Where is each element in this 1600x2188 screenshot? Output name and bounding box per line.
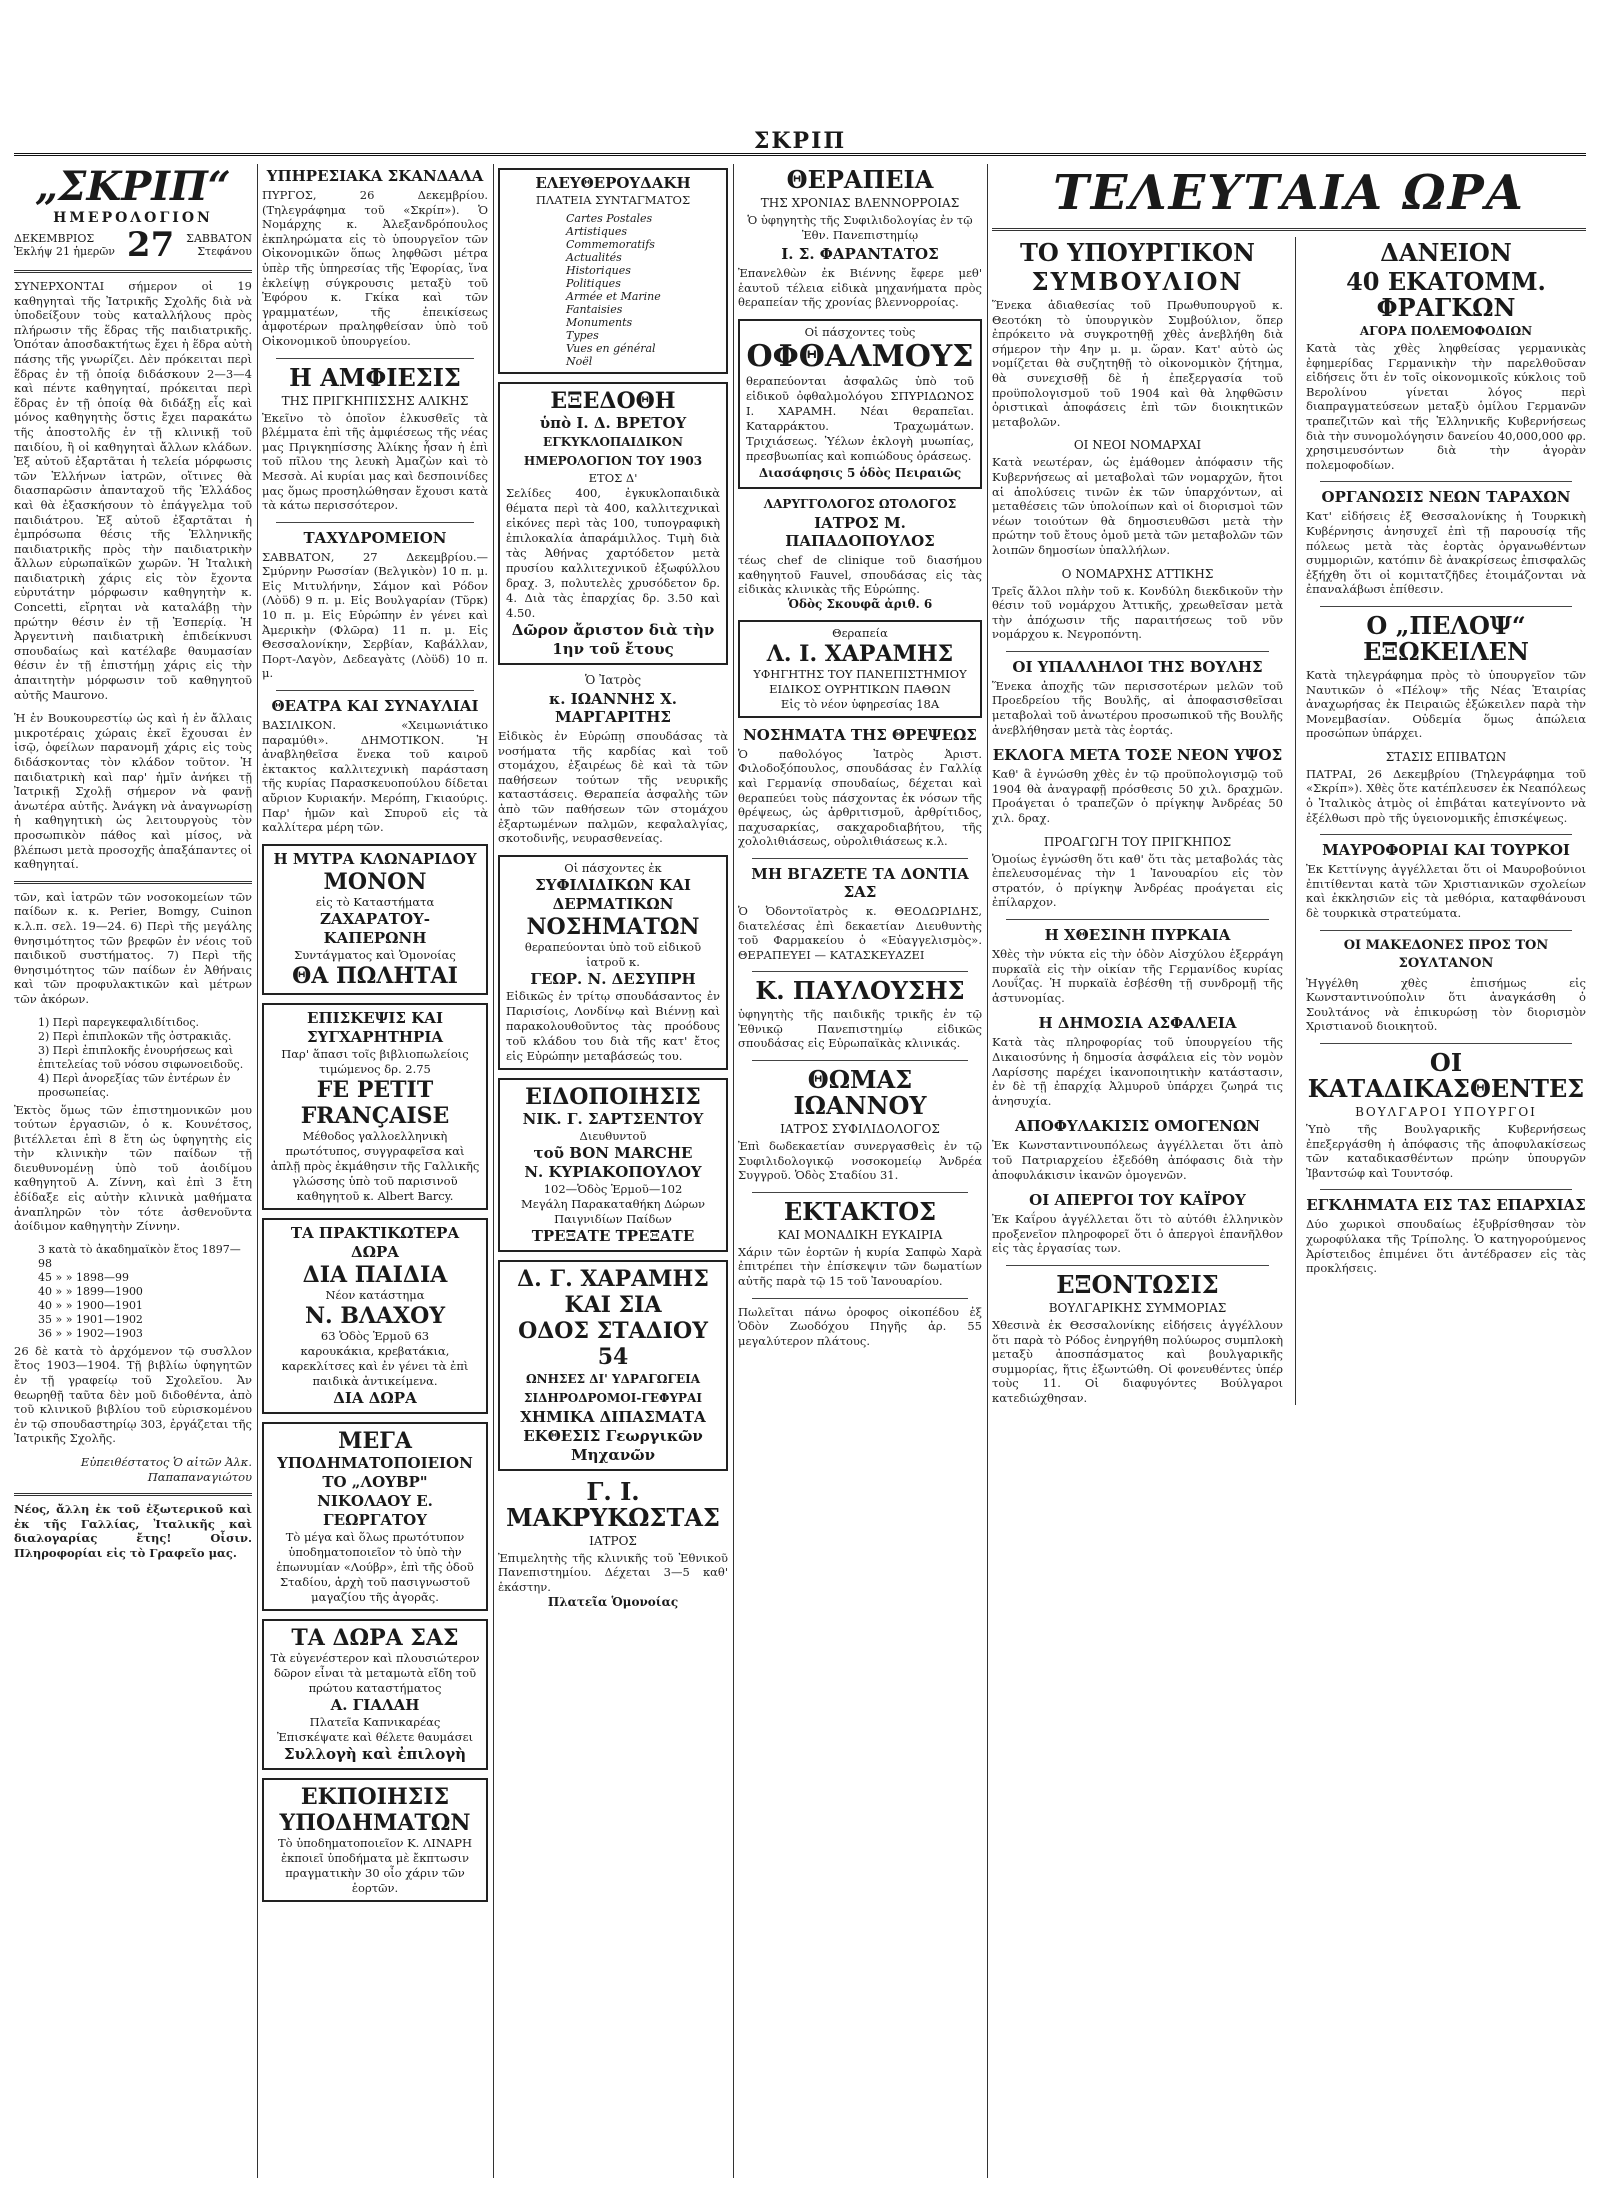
weekday: ΣΑΒΒΑΤΟΝ (186, 232, 252, 245)
article-text: ὑφηγητὴς τῆς παιδικῆς τρικῆς ἐν τῷ Ἐθνικῷ Πανεπιστημίῳ εἰδικῶς σπουδάσας εἰς Εὐρωπαϊκὰς κλινικάς. (738, 1007, 982, 1051)
article-headline: ΟΙ ΚΑΤΑΔΙΚΑΣΘΕΝΤΕΣ (1307, 1048, 1585, 1103)
ad-address: Πλατεῖα Ὁμονοίας (547, 1594, 679, 1609)
article-text: Ὁ Ὀδοντοϊατρὸς κ. ΘΕΟΔΩΡΙΔΗΣ, διατελέσας ἐπὶ δεκαετίαν Διευθυντὴς τοῦ Φαρμακείου ὁ «Εὐαγγελισμὸς». ΘΕΡΑΠΕΥΕΙ — ΚΑΤΑΣΚΕΥΑΖΕΙ (738, 903, 982, 962)
article-text: Κατ' εἰδήσεις ἐξ Θεσσαλονίκης ἡ Τουρκικὴ Κυβέρνησις ἀνησυχεῖ ἐπὶ τῇ παρουσίᾳ τῆς πόλεως μετὰ τὰς ἑορτὰς ὀργανωθέντων συμμοριῶν, κατόπιν δὲ ἀνακρίσεως ἐπισφαλῶς ἐξήχθη ὅτι οἱ κομιτατζῆδες ἑτοιμάζονται νὰ ἐπαναλάβωσι ἐπίθεσιν. (1306, 509, 1586, 597)
article-subheadline: ΒΟΥΛΓΑΡΟΙ ΥΠΟΥΡΓΟΙ (1355, 1105, 1537, 1119)
column-1 (14, 164, 252, 2178)
news-column-right (1295, 237, 1586, 1405)
ad-highlight: ΜΟΝΟΝ (323, 868, 427, 895)
divider (1006, 651, 1269, 652)
list-item: Commemoratifs (566, 238, 655, 251)
article-text: Κατὰ τὰς χθὲς ληφθείσας γερμανικὰς ἐφημερίδας Γερμανικὴν τὴν παρελθοῦσαν εἰδήσεις ὅτι ἐν τοῖς οἰκονομικοῖς κύκλοις τοῦ Βερολίνου γίνεται λόγος περὶ διαπραγματεύσεων μεταξὺ ὁμίλου Γερμανῶν τραπεζιτῶν καὶ τῆς Ἑλληνικῆς Κυβερνήσεως διὰ τὴν συνομολόγησιν δανείου 40,000,000 φρ. χρησιμευσόντων διὰ τὴν ἀγορὰν πολεμοφοδίων. (1306, 341, 1586, 472)
article-text: Ἐκ Κωνσταντινουπόλεως ἀγγέλλεται ὅτι ἀπὸ τοῦ Πατριαρχείου ἐξεδόθη ἀπόφασις διὰ τὴν ἀποφυλάκισιν ἱκανῶν ὁμογενῶν. (992, 1138, 1283, 1182)
article-headline: ΥΠΗΡΕΣΙΑΚΑ ΣΚΑΝΔΑΛΑ (266, 167, 484, 185)
article-headline: ΟΡΓΑΝΩΣΙΣ ΝΕΩΝ ΤΑΡΑΧΩΝ (1321, 488, 1571, 507)
classified-ad: Νέος, ἄλλη ἐκ τοῦ ἐξωτερικοῦ καὶ ἐκ τῆς Γαλλίας, Ἰταλικῆς καὶ διαλογαρίας ἔτης! Οἶσιν. Πληροφορίαι εἰς τὸ Γραφεῖο μας. (14, 1502, 252, 1560)
ad-title: Δ. Γ. ΧΑΡΑΜΗΣ ΚΑΙ ΣΙΑ (517, 1265, 709, 1318)
ad-name: Γ. Ι. ΜΑΚΡΥΚΩΣΤΑΣ (506, 1476, 720, 1532)
divider (1320, 481, 1572, 482)
divider (1320, 606, 1572, 607)
ad-name: κ. ΙΩΑΝΝΗΣ Χ. ΜΑΡΓΑΡΙΤΗΣ (549, 690, 677, 726)
numbered-list (38, 1016, 252, 1100)
ad-title: ΙΑΤΡΟΣ (589, 1533, 637, 1548)
column-divider (257, 164, 258, 2178)
column-5 (992, 164, 1586, 2178)
divider (1006, 1265, 1269, 1266)
advertisement (498, 855, 728, 1070)
article-headline: ΣΥΜΒΟΥΛΙΟΝ (1031, 267, 1244, 296)
ad-title: ΛΑΡΥΓΓΟΛΟΓΟΣ ΩΤΟΛΟΓΟΣ (763, 496, 957, 511)
article-text: Ἐκτὸς ὅμως τῶν ἐπιστημονικῶν μου τούτων ἐργασιῶν, ὁ κ. Κουνέτσος, βιτέλλεται ἐπὶ 8 ἔτη ὡς ὑφηγητὴς εἰς τὴν κλινικὴν τῶν παίδων τῇ διευθυνομένῃ ὑπὸ τοῦ ἀοιδίμου καθηγητοῦ Α. Ζίννη, καὶ ἐπὶ 3 ἔτη ἐδίδαξε εἰς αὐτὴν κλινικὰ μαθήματα ἀναπληρῶν τὸν τότε ἀσθενοῦντα ἀοίδιμον καθηγητὴν Ζίννην. (14, 1102, 252, 1234)
article-text: Ὁ παθολόγος Ἰατρὸς Ἀριστ. Φιλοδοξόπουλος, σπουδάσας ἐν Γαλλίᾳ καὶ Γερμανίᾳ σπουδαίως, δέχεται καὶ θεραπεύει τοὺς πάσχοντας ἐκ νόσων τῆς θρέψεως, ὡς ἀρθριτισμοῦ, ἀρθρίτιδος, παχυσαρκίας, σακχαροδιαβήτου, τῆς χολολιθιάσεως, οὐρολιθιάσεως κ.λ. (738, 746, 982, 849)
ad-name: ΖΑΧΑΡΑΤΟΥ-ΚΑΠΕΡΩΝΗ (320, 909, 430, 947)
ad-name: Ν. ΒΛΑΧΟΥ (304, 1302, 446, 1329)
list-item: 1) Περὶ παρεγκεφαλιδίτιδος. (38, 1015, 199, 1029)
ad-text: Νέον κατάστημα (325, 1287, 425, 1302)
advertisement (498, 1078, 728, 1252)
ad-highlight: ΝΟΣΗΜΑΤΩΝ (526, 913, 700, 940)
ad-text: Εἰδικῶς ἐν τρίτῳ σπουδάσαντος ἐν Παρισίοις, Λονδίνῳ καὶ Βιέννῃ καὶ παρακολουθοῦντος τὰς προόδους τοῦ κλάδου του διὰ τῆς κατ' ἔτος εἰς Εὐρώπην μεταβάσεώς του. (506, 988, 720, 1063)
list-item: Cartes Postales (566, 212, 653, 225)
article-subheadline: ΑΓΟΡΑ ΠΟΛΕΜΟΦΟΔΙΩΝ (1359, 324, 1533, 338)
ad-title: ΕΞΕΔΟΘΗ (550, 388, 676, 414)
list-item: Vues en général (566, 342, 656, 355)
column-divider (987, 164, 988, 2178)
ad-address: ΟΔΟΣ ΣΤΑΔΙΟΥ 54 (518, 1317, 708, 1370)
ad-title: ΕΛΕΥΘΕΡΟΥΔΑΚΗ (535, 174, 691, 192)
article-headline: 40 ΕΚΑΤΟΜΜ. ΦΡΑΓΚΩΝ (1346, 267, 1546, 322)
ad-name: ΙΑΤΡΟΣ Μ. ΠΑΠΑΔΟΠΟΥΛΟΣ (785, 513, 935, 550)
article-subheadline: ΙΑΤΡΟΣ ΣΥΦΙΛΙΔΟΛΟΓΟΣ (780, 1122, 940, 1137)
list-item: 3) Περὶ ἐπιπλοκῆς ἐνουρήσεως καὶ ἐπιτελείας τοῦ νόσου σιφωνοειδοῦς. (38, 1043, 244, 1071)
divider (1320, 834, 1572, 835)
logo-title: „ΣΚΡΙΠ“ (35, 164, 231, 210)
ad-title: ΤΑ ΠΡΑΚΤΙΚΩΤΕΡΑ ΔΩΡΑ (290, 1223, 460, 1261)
enrollment-table (38, 1243, 252, 1341)
ad-text: Σελίδες 400, ἐγκυκλοπαιδικὰ θέματα περὶ τὰ 400, καλλιτεχνικαὶ εἰκόνες περὶ τὰς 100, τυπογραφικὴ ἐπιλοκαλία ἀπαράμιλλος. Τιμὴ διὰ τὰς Ἀθήνας χαρτόδετον μετὰ πρυσίου καλλιτεχνικοῦ ἐξωφύλλου δραχ. 3, πολυτελὲς χρυσόδετον δρ. 4. Διὰ τὰς ἐπαρχίας δρ. 3.50 καὶ 4.50. (506, 486, 720, 620)
divider (276, 522, 474, 523)
table-row: 36 » » 1902—1903 (38, 1326, 143, 1340)
ad-title: Οἱ πάσχοντες ἐκ (564, 860, 662, 875)
column-2 (262, 164, 488, 2178)
article-subheadline: ΒΟΥΛΓΑΡΙΚΗΣ ΣΥΜΜΟΡΙΑΣ (1048, 1300, 1227, 1315)
ad-highlight: τοῦ BON MARCHE (533, 1143, 693, 1162)
ad-address: Εἰς τὸ νέον ὑφηρεσίας 18Α (780, 696, 940, 711)
article-headline: ΕΚΤΑΚΤΟΣ (783, 1196, 937, 1226)
day-number: 27 (126, 225, 175, 265)
article-subheadline: ΟΙ ΝΕΟΙ ΝΟΜΑΡΧΑΙ (1073, 438, 1202, 453)
ad-address: Διασάφησις 5 ὁδὸς Πειραιῶς (758, 465, 962, 480)
list-item: 4) Περὶ ἀνορεξίας τῶν ἐντέρων ἐν προσωπείας. (38, 1071, 231, 1099)
ad-highlight: ΕΓΚΥΚΛΟΠΑΙΔΙΚΟΝ ΗΜΕΡΟΛΟΓΙΟΝ ΤΟΥ 1903 (523, 435, 703, 468)
calendar-title: ΗΜΕΡΟΛΟΓΙΟΝ (53, 210, 213, 226)
advertisement (498, 1260, 728, 1471)
ad-highlight: Συλλογὴ καὶ ἐπιλογὴ (283, 1744, 467, 1763)
article-headline: ΕΚΛΟΓΑ ΜΕΤΑ ΤΟΣΕ ΝΕΟΝ ΥΨΟΣ (992, 746, 1283, 765)
article-subheadline: ΤΗΣ ΠΡΙΓΚΗΠΙΣΣΗΣ ΑΛΙΚΗΣ (281, 393, 469, 408)
ad-text: Μέθοδος γαλλοελληνικὴ πρωτότυπος, συγγραφεῖσα καὶ ἀπλῇ πρὸς ἐκμάθησιν τῆς Γαλλικῆς γλώσσης ὑπὸ τοῦ παρισινοῦ καθηγητοῦ κ. Albert Barcy. (270, 1128, 480, 1203)
article-text: Τρεῖς ἄλλοι πλὴν τοῦ κ. Κονδύλη διεκδικοῦν τὴν θέσιν τοῦ νομάρχου Ἀττικῆς, χρεωθεῖσαν μετὰ τὴν ἀπόχωσιν τῆς παραιτήσεως τοῦ νῦν νομάρχου κ. Νεγροπόντη. (992, 583, 1283, 642)
ad-text: τέως chef de clinique τοῦ διασήμου καθηγητοῦ Fauvel, σπουδάσας εἰς τὰς εἰδικὰς κλινικὰς τῆς Εὐρώπης. (738, 552, 982, 597)
ad-name: FE PETIT FRANÇAISE (300, 1076, 450, 1129)
divider (992, 228, 1586, 231)
ad-highlight: ΔΙΑ ΔΩΡΑ (333, 1388, 417, 1407)
postcard-categories (506, 212, 720, 368)
article-text: Καθ' ἃ ἐγνώσθη χθὲς ἐν τῷ προϋπολογισμῷ τοῦ 1904 θὰ ἀναγραφῇ πρόσθεσις 50 χιλ. δραχμῶν. Προάγεται ὁ τραπεζῶν ὁ πρίγκηψ Ἀνδρέας 50 χιλ. δραχ. (992, 767, 1283, 826)
article-headline: ΘΕΡΑΠΕΙΑ (786, 165, 934, 194)
article-text: Ὁμοίως ἐγνώσθη ὅτι καθ' ὅτι τὰς μεταβολάς τὰς ἐπελευσομένας τὴν 1 Ἰανουαρίου εἰς τὸν στρατόν, ὁ πρίγκηψ Ἀνδρέας προάγεται εἰς ἐπίλαρχον. (992, 851, 1283, 910)
advertisement (738, 319, 982, 489)
ad-highlight: ΕΚΘΕΣΙΣ Γεωργικῶν Μηχανῶν (523, 1426, 703, 1464)
doctor-name: ΘΩΜΑΣ ΙΩΑΝΝΟΥ (793, 1065, 927, 1121)
ad-title: ΕΚΠΟΙΗΣΙΣ (300, 1783, 450, 1810)
article-headline: ΜΑΥΡΟΦΟΡΙΑΙ ΚΑΙ ΤΟΥΡΚΟΙ (1322, 841, 1570, 860)
masthead (14, 128, 1586, 152)
article-text: Κατὰ νεωτέραν, ὡς ἐμάθομεν ἀπόφασιν τῆς Κυβερνήσεως αἱ μεταβολαὶ τῶν νομαρχῶν, ἤτοι αἱ ἀπολύσεις τινῶν ἐκ τῶν ὑπαρχόντων, αἱ μεταθέσεις τῶν ὑπολοίπων καὶ οἱ διορισμοὶ τῶν νέων τοιούτων θὰ δημοσιευθῶσι μετὰ τὴν πρώτην τοῦ ἔτους ὁμοῦ μετὰ τῶν μεταβολῶν τῶν λοιπῶν δημοσίων ὑπαλλήλων. (992, 455, 1283, 557)
advertisement (262, 1778, 488, 1902)
article-headline: Η ΔΗΜΟΣΙΑ ΑΣΦΑΛΕΙΑ (1038, 1014, 1237, 1033)
divider (14, 881, 252, 884)
table-row: 40 » » 1900—1901 (38, 1298, 143, 1312)
divider (276, 690, 474, 691)
ad-highlight: ΣΥΦΙΛΙΔΙΚΩΝ ΚΑΙ ΔΕΡΜΑΤΙΚΩΝ (535, 875, 691, 913)
ad-title: Η ΜΥΤΡΑ ΚΛΩΝΑΡΙΔΟΥ (273, 849, 477, 868)
ad-address: ΠΛΑΤΕΙΑ ΣΥΝΤΑΓΜΑΤΟΣ (535, 193, 691, 207)
advertisement (498, 168, 728, 374)
newspaper-page (14, 128, 1586, 2178)
article-headline: ΤΑΧΥΔΡΟΜΕΙΟΝ (303, 528, 447, 547)
article-text: τῶν, καὶ ἰατρῶν τῶν νοσοκομείων τῶν παίδων κ. κ. Perier, Bomgy, Cuinon κ.λ.π. σελ. 19—24. 6) Περὶ τῆς μεγάλης θνησιμότητος τῶν βρεφῶν ἐν νέοις τοῦ παιδικοῦ συστήματος. 7) Περὶ τῆς θνησιμότητος τῶν παίδων ἐν Ἀθήναις καὶ τῶν προφυλακτικῶν καὶ μέτρων τῶν ἀκόρων. (14, 889, 252, 1006)
ad-highlight: ΧΗΜΙΚΑ ΔΙΠΑΣΜΑΤΑ (520, 1407, 706, 1426)
list-item: Armée et Marine (566, 290, 661, 303)
advertisement (262, 1003, 488, 1210)
article-text: ΠΑΤΡΑΙ, 26 Δεκεμβρίου (Τηλεγράφημα τοῦ «Σκρίπ»). Χθὲς ὅτε κατέπλευσεν ἐκ Νεαπόλεως ὁ Ἰταλικὸς ἀτμὸς οἱ ἐπιβάται κατεγίνοντο νὰ ἐξέλθωσι πρὸ τῆς ὑγειονομικῆς ἐπισκέψεως. (1306, 766, 1586, 825)
table-row: 40 » » 1899—1900 (38, 1284, 143, 1298)
ad-highlight: ΟΦΘΑΛΜΟΥΣ (746, 338, 974, 374)
ad-name: ΓΕΩΡ. Ν. ΔΕΣΥΠΡΗ (530, 969, 696, 988)
ad-address: Πλατεῖα Καπνικαρέας (309, 1714, 441, 1729)
ad-name: ὑπὸ Ι. Δ. ΒΡΕΤΟΥ (539, 414, 687, 432)
advertisement (498, 382, 728, 665)
column-divider (733, 164, 734, 2178)
advertisement (738, 497, 982, 611)
article-text: Ἐκ Κεττίνγης ἀγγέλλεται ὅτι οἱ Μαυροβούνιοι ἐπιτίθενται κατὰ τῶν Χριστιανικῶν σχολείων καὶ ἐκκλησιῶν εἰς τὰ μεθόρια, καταφθάνουσι δὲ τουρκικὰ στρατεύματα. (1306, 862, 1586, 921)
article-headline: ΟΙ ΜΑΚΕΔΟΝΕΣ ΠΡΟΣ ΤΟΝ ΣΟΥΛΤΑΝΟΝ (1343, 937, 1549, 971)
ad-text: ΥΦΗΓΗΤΗΣ ΤΟΥ ΠΑΝΕΠΙΣΤΗΜΙΟΥ ΕΙΔΙΚΟΣ ΟΥΡΗΤΙΚΩΝ ΠΑΘΩΝ (753, 666, 967, 696)
article-text: Ἠγγέλθη χθὲς ἐπισήμως εἰς Κωνσταντινούπολιν ὅτι ἀναγκάσθη ὁ Σουλτάνος νὰ ἐπικυρώσῃ τὸν διορισμὸν Χριστιανοῦ διοικητοῦ. (1306, 975, 1586, 1034)
article-text: Κατὰ τὰς πληροφορίας τοῦ ὑπουργείου τῆς Δικαιοσύνης ἡ δημοσία ἀσφάλεια εἰς τὸν νομὸν Λαρίσσης παρέχει ἱκανοποιητικὴν κατάστασιν, ἐν δὲ τῇ ἐπαρχίᾳ Ἀλμυροῦ ὑπάρχει ζωηρά τις ἀνησυχία. (992, 1035, 1283, 1108)
article-subheadline: ΚΑΙ ΜΟΝΑΔΙΚΗ ΕΥΚΑΙΡΙΑ (777, 1227, 943, 1242)
article-text: Ἐπὶ δωδεκαετίαν συνεργασθεὶς ἐν τῷ Συφιλιδολογικῷ νοσοκομείῳ Ἀνδρέα Συγγροῦ. Ὁδὸς Σταδίου 31. (738, 1139, 982, 1183)
newspaper-logo (14, 164, 252, 226)
article-subheadline: ΣΤΑΣΙΣ ΕΠΙΒΑΤΩΝ (1385, 749, 1507, 764)
column-3 (498, 164, 728, 2178)
sunset: Ἐκλήψ 21 ἡμερῶν (14, 245, 115, 258)
article-headline: ΔΑΝΕΙΟΝ (1380, 238, 1512, 267)
article-text: ΠΥΡΓΟΣ, 26 Δεκεμβρίου. (Τηλεγράφημα τοῦ «Σκρίπ»). Ὁ Νομάρχης κ. Ἀλεξανδρόπουλος ἐκπληρώματα εἰς τὸ ὑπουργεῖον τῶν Οἰκονομικῶν ὅπως ληφθῶσι μέτρα ὑπὲρ τῆς ὑπηρεσίας τῆς Ἐφορίας, ἵνα ἐκλείψῃ σύγκρουσις μεταξὺ τοῦ Ἐφόρου κ. Γκίκα καὶ τῶν γραμματέων, τῆς ἐπεικίσεως ἀμφοτέρων πραληφθείσαν ὑπὸ τοῦ Οἰκονομικοῦ ὑπουργείου. (262, 188, 488, 348)
masthead-title: ΣΚΡΙΠ (753, 128, 847, 154)
article-text: Ὁ ὑφηγητὴς τῆς Συφιλιδολογίας ἐν τῷ Ἐθν. Πανεπιστημίῳ (747, 213, 973, 242)
ad-title: Θεραπεία (832, 625, 888, 640)
ad-text: Εἰδικὸς ἐν Εὐρώπῃ σπουδάσας τὰ νοσήματα τῆς καρδίας καὶ τοῦ στομάχου, ἐξαιρέως δὲ καὶ τὰ τῶν παθήσεων τούτων τῆς νευρικῆς καταστάσεις. Θεραπεία ἀσφαλὴς τῶν ἀπὸ τῶν παθήσεων τῶν στομάχου ἐξαρτωμένων παλμῶν, κεφαλαλγίας, σκοτοδινῆς, νευρασθενείας. (498, 729, 728, 846)
ad-text: θεραπεύονται ὑπὸ τοῦ εἰδικοῦ ἰατροῦ κ. (524, 939, 702, 969)
divider (14, 1493, 252, 1496)
news-column-left (992, 237, 1283, 1405)
divider (1320, 1043, 1572, 1044)
divider (14, 270, 252, 273)
ad-text: Μεγάλη Παρακαταθήκη Δώρων Παιγνιδίων Παίδων (521, 1196, 705, 1226)
ad-name: ΝΙΚ. Γ. ΣΑΡΤΣΕΝΤΟΥ (522, 1109, 704, 1128)
ad-text: Ἐπιμελητὴς τῆς κλινικῆς τοῦ Ἐθνικοῦ Πανεπιστημίου. Δέχεται 3—5 καθ' ἑκάστην. (498, 1550, 728, 1594)
advertisement (262, 1422, 488, 1611)
column-divider (493, 164, 494, 2178)
article-text: Ὑπὸ τῆς Βουλγαρικῆς Κυβερνήσεως ἐπεξεργάσθη ἡ ἀπόφασις τῆς ἀποφυλακίσεως τῶν καταδικασθέντων πρώην ὑπουργῶν Ἰβαντσώφ καὶ Τουντσόφ. (1306, 1122, 1586, 1180)
divider (752, 971, 968, 972)
article-headline: Η ΑΜΦΙΕΣΙΣ (289, 362, 461, 392)
article-headline: ΑΠΟΦΥΛΑΚΙΣΙΣ ΟΜΟΓΕΝΩΝ (1014, 1117, 1261, 1136)
ad-highlight: Δῶρον ἄριστον διὰ τὴν 1ην τοῦ ἔτους (511, 621, 715, 658)
ad-address: 102—Ὁδὸς Ἑρμοῦ—102 (543, 1181, 683, 1196)
article-text: Ἡ ἐν Βουκουρεστίῳ ὡς καὶ ἡ ἐν ἄλλαις μικροτέραις χώραις ἐκεῖ ἔχουσαι ἐν ἰσῷ, ὀφείλων παρανομῆ χάρις εἰς τοὺς διδάσκοντας τὸν κλάδον τοῦτον. Ἡ παιδιατρικὴ καὶ παρ' ἡμῖν ἀνήκει τῇ Ἰατρικῇ Σχολῇ σήμερον νὰ φανῇ ἀνωτέρα αὐτῆς. Ἀνάγκη νὰ ἀναγνωρίσῃ ἡ καθηγητικὴ ὡς λειτουργοὺς τὸν προσωπικὸν πάθος καὶ μίσος, νὰ βλέπωσι μετὰ προσοχῆς ἀπαξάπαντες οἱ καθηγηταί. (14, 711, 252, 872)
article-headline: ΤΟ ΥΠΟΥΡΓΙΚΟΝ (1020, 238, 1255, 267)
advertisement (738, 620, 982, 718)
ad-name: Λ. Ι. ΧΑΡΑΜΗΣ (766, 640, 954, 667)
ad-text: Τὰ εὐγενέστερον καὶ πλουσιώτερον δῶρον εἶναι τὰ μεταμωτὰ εἴδη τοῦ πρώτου καταστήματος (270, 1650, 480, 1695)
article-text: Χθεσινὰ ἐκ Θεσσαλονίκης εἰδήσεις ἀγγέλλουν ὅτι παρὰ τὸ Ρόδος ἐνηργήθη πολύωρος συμπλοκὴ μεταξὺ ἀποσπάσματος καὶ βουλγαρικῆς συμμορίας, ἥτις ἐξωντώθη. Οἱ φονευθέντες ὑπέρ τοὺς 11. Οἱ διαφυγόντες Βούλγαροι κατεδιώχθησαν. (992, 1317, 1283, 1405)
ad-highlight: ΤΟ „ΛΟΥΒΡ" (322, 1472, 428, 1491)
divider (1320, 1189, 1572, 1190)
ad-highlight: ΘΑ ΠΩΛΗΤΑΙ (292, 962, 458, 989)
table-row: 35 » » 1901—1902 (38, 1312, 143, 1326)
ad-highlight: ΥΠΟΔΗΜΑΤΟΠΟΙΕΙΟΝ (277, 1453, 473, 1472)
ad-name: ΝΙΚΟΛΑΟΥ Ε. ΓΕΩΡΓΑΤΟΥ (317, 1491, 433, 1529)
ad-address: 63 Ὁδὸς Ἑρμοῦ 63 (320, 1328, 430, 1343)
advertisement (262, 1619, 488, 1770)
ad-name: Ν. ΚΥΡΙΑΚΟΠΟΥΛΟΥ (524, 1162, 702, 1181)
article-headline: Η ΧΘΕΣΙΝΗ ΠΥΡΚΑΙΑ (1044, 926, 1231, 944)
article-text: Χάριν τῶν ἑορτῶν ἡ κυρία Σαπφὼ Χαρὰ ἐπιτρέπει τὴν ἐπίσκεψιν τῶν δωματίων αὐτῆς παρὰ τῷ 15 τοῦ Ἰανουαρίου. (738, 1244, 982, 1289)
dateline (14, 226, 252, 264)
article-subheadline: ΠΡΟΑΓΩΓΗ ΤΟΥ ΠΡΙΓΚΗΠΟΣ (1043, 834, 1232, 849)
article-subheadline: Ο ΝΟΜΑΡΧΗΣ ΑΤΤΙΚΗΣ (1061, 566, 1214, 581)
list-item: Fantaisies (566, 303, 623, 316)
table-row: 45 » » 1898—99 (38, 1270, 129, 1284)
advertisement (262, 844, 488, 995)
list-item: 2) Περὶ ἐπιπλοκῶν τῆς ὀστρακιᾶς. (38, 1029, 232, 1043)
divider (752, 1298, 968, 1299)
month: ΔΕΚΕΜΒΡΙΟΣ (14, 232, 95, 245)
article-text: ΣΑΒΒΑΤΟΝ, 27 Δεκεμβρίου.—Σμύρνην Ρωσσίαν (Βελγικὸν) 10 π. μ. Εἰς Μιτυλήνην, Σάμον καὶ Ρόδον (Λὸϋδ) 9 π. μ. Εἰς Βουλγαρίαν (Τῦρκ) 10 π. μ. Εἰς Εὐρώπην ἐν γένει καὶ Ἀμερικὴν (Φλῶρα) 11 π. μ. Εἰς Θεσσαλονίκην, Σερβίαν, Καβάλλαν, Πορτ-Λαγὸν, Δεδεαγὰτς (Λὸϋδ) 10 π. μ. (262, 549, 488, 681)
ad-text: Συντάγματος καὶ Ὁμονοίας (294, 947, 456, 962)
list-item: Politiques (566, 277, 621, 290)
ad-title: ΕΠΙΣΚΕΨΙΣ ΚΑΙ ΣΥΓΧΑΡΗΤΗΡΙΑ (307, 1008, 443, 1046)
article-text: ΣΥΝΕΡΧΟΝΤΑΙ σήμερον οἱ 19 καθηγηταὶ τῆς Ἰατρικῆς Σχολῆς διὰ νὰ ὑποδείξουν τοὺς καταλλήλους πρὸς πλήρωσιν τῆς ἕδρας τῆς παιδιατρικῆς. Ὁπόταν ἀποσδακτήτως ἔχει ἡ ἕδρα αὐτὴ πάσης τῆς γνωρίζει. Δὲν πρόκειται περὶ ἕδρας ἐν τῇ ὁποίᾳ διδάσκουν 2—3—4 καὶ πέντε καθηγηταί, πρόκειται περὶ ἕδρας ἐν τῇ ὁποίᾳ θὰ διδάξῃ εἷς καὶ μόνος καθηγητὴς ὅστις ἔχει παρακάτω τῆς ἀποστολῆς ἐν τῇ κλινικῇ τοῦ παιδίου, ἢ οἱ καθηγηταὶ ἄλλων κλάδων. Ἐξ αὐτοῦ ἐξαρτᾶται ἡ τελεία μόρφωσις τῶν Ἑλλήνων ἰατρῶν, οἵτινες θὰ διασπαρῶσιν ἀπανταχοῦ τῆς Ἑλλάδος καὶ θὰ ἐξασκήσουν τὸ ἐπάγγελμα τοῦ παιδιάτρου. Ἐξ αὐτοῦ ἐξαρτᾶται ἡ ἐμπρόσωπα θέσις τῆς Ἑλληνικῆς παιδιατρικῆς πρὸς τὴν παιδιατρικὴν ἄλλων εὐρωπαϊκῶν χωρῶν. Ἡ Ἰταλικὴ παιδιατρικὴ χάρις εἰς τὸν ἔχοντα εὐρυτάτην μόρφωσιν καθηγητὴν κ. Concetti, εἴρηται νὰ καταλάβῃ τὴν πρώτην θέσιν ἐν τῇ Ἑσπερίᾳ. Ἡ Ἀργεντινὴ παιδιατρικὴ ἐπιδείκνυσι σπουδαίως καὶ κατέλαβε θαυμασίαν θέσιν ἐν τῇ ἐπιστήμῃ χάρις εἰς τὴν ἀπαιτητὴν μόρφωσιν τοῦ καθηγητοῦ αὐτῆς Mauroνο. (14, 279, 252, 702)
ad-text: θεραπεύονται ἀσφαλῶς ὑπὸ τοῦ εἰδικοῦ ὀφθαλμολόγου ΣΠΥΡΙΔΩΝΟΣ Ι. ΧΑΡΑΜΗ. Νέαι θεραπεῖαι. Καταρράκτου. Τραχωμάτων. Τριχιάσεως. Ὑέλων ἐκλογὴ μυωπίας, πρεσβυωπίας καὶ κοπιώδους ὁράσεως. (746, 373, 974, 463)
article-headline: ΘΕΑΤΡΑ ΚΑΙ ΣΥΝΑΥΛΙΑΙ (271, 697, 479, 716)
article-text: ΒΑΣΙΛΙΚΟΝ. «Χειμωνιάτικο παραμύθι». ΔΗΜΟΤΙΚΟΝ. Ἡ ἀναβληθεῖσα ἕνεκα τοῦ καιροῦ ἐκτακτος καλλιτεχνικὴ παράσταση τῆς κυρίας Παρασκευοπούλου δίδεται αὔριον Κυριακήν. Μερόπη, Γκιαούρις. Παρ' ἡμῶν καὶ Σπυροῦ εἰς τὰ καλλίτερα μέρη τῶν. (262, 718, 488, 835)
article-headline: ΟΙ ΥΠΑΛΛΗΛΟΙ ΤΗΣ ΒΟΥΛΗΣ (1012, 657, 1263, 676)
divider (752, 1192, 968, 1193)
article-text: Ἐκεῖνο τὸ ὁποῖον ἐλκυσθεῖς τὰ βλέμματα ἐπὶ τῆς ἀμφιέσεως τῆς νέας μας Πριγκηπίσσης Ἀλίκης ἦσαν ἡ ἐπὶ τοῦ πῖλου της λευκὴ Ἀμαζὼν καὶ τὸ Μεσσὰ. Αἱ κυρίαι μας καὶ δεσποινίδες μας ὅμως προσηλώθησαν ἔχουσι κατὰ τὰ κάτω περισσότερον. (262, 410, 488, 513)
ad-title: ΜΕΓΑ (338, 1427, 412, 1454)
ad-title: Ὁ Ἰατρὸς (584, 673, 642, 687)
list-item: Types (566, 329, 599, 342)
advertisement (262, 1218, 488, 1414)
list-item: Monuments (566, 316, 633, 329)
ad-text: Ἐπισκέψατε καὶ θέλετε θαυμάσει (276, 1729, 474, 1744)
article-subheadline: ΤΗΣ ΧΡΟΝΙΑΣ ΒΛΕΝΝΟΡΡΟΙΑΣ (760, 196, 960, 210)
article-text: Δύο χωρικοὶ σπουδαίως ἐξυβρίσθησαν τὸν χωροφύλακα τῆς Τρίπολης. Ὁ κατηγορούμενος Ἀρίστειδος ἐπιμένει ὅτι ἀντέδρασεν εἰς τὰς προκλήσεις. (1306, 1217, 1586, 1276)
article-headline: Ο „ΠΕΛΟΨ“ ΕΞΩΚΕΙΛΕΝ (1363, 610, 1529, 666)
list-item: Actualités (566, 251, 622, 264)
ad-text: Διευθυντοῦ (579, 1128, 647, 1143)
list-item: Noël (566, 355, 593, 368)
divider (1006, 919, 1269, 920)
article-text: Ἕνεκα ἀποχῆς τῶν περισσοτέρων μελῶν τοῦ Προεδρείου τῆς Βουλῆς, αἱ ἀποφασισθεῖσαι μεταβολαὶ τοῦ ἀνωτέρου προσωπικοῦ τῆς Βουλῆς ἀνεβλήθησαν μετὰ τὰς ἑορτάς. (992, 678, 1283, 737)
ad-text: εἰς τὸ Καταστήματα (315, 894, 435, 909)
table-row: 3 κατὰ τὸ ἀκαδημαϊκὸν ἔτος 1897—98 (38, 1242, 241, 1270)
ad-highlight: ΔΙΑ ΠΑΙΔΙΑ (302, 1261, 448, 1288)
article-text: Χθὲς τὴν νύκτα εἰς τὴν ὁδὸν Αἰσχύλου ἐξερράγη πυρκαϊὰ εἰς τὴν οἰκίαν τῆς Γερμανίδος κυρίας Λουΐζας. Ἡ πυρκαϊὰ ἐσβέσθη τῇ συνδρομῇ τῆς ἀστυνομίας. (992, 947, 1283, 1005)
ad-text: ΩΝΗΣΕΣ ΔΙ' ΥΔΡΑΓΩΓΕΙΑ ΣΙΔΗΡΟΔΡΟΜΟΙ-ΓΕΦΥΡΑΙ (524, 1371, 702, 1405)
article-headline: ΕΓΚΛΗΜΑΤΑ ΕΙΣ ΤΑΣ ΕΠΑΡΧΙΑΣ (1306, 1196, 1586, 1215)
masthead-rule (14, 153, 1586, 156)
article-text: Ἐκ Καΐρου ἀγγέλλεται ὅτι τὸ αὐτόθι ἐλληνικὸν προξενεῖον πληροφορεῖ ὅτι ὁ ἀπεργοὶ ἐπανῆλθον εἰς τὰς ἐργασίας των. (992, 1212, 1283, 1256)
article-headline: ΟΙ ΑΠΕΡΓΟΙ ΤΟΥ ΚΑΪΡΟΥ (1029, 1191, 1246, 1210)
classified-ad: Πωλεῖται πάνω ὀροφος οἰκοπέδου ἐξ Ὁδὸν Ζωοδόχου Πηγῆς ἀρ. 55 μεγαλύτερον πλάτους. (738, 1304, 982, 1348)
article-text: Ἐπανελθὼν ἐκ Βιέννης ἔφερε μεθ' ἑαυτοῦ τέλεια εἰδικὰ μηχανήματα πρὸς θεραπείαν τῆς χρονίας βλεννορροίας. (738, 266, 982, 310)
saint: Στεφάνου (197, 245, 252, 258)
ad-title: ΤΑ ΔΩΡΑ ΣΑΣ (291, 1624, 459, 1651)
ad-address: Ὁδὸς Σκουφᾶ ἀριθ. 6 (787, 596, 933, 611)
ad-highlight: ΤΡΕΞΑΤΕ ΤΡΕΞΑΤΕ (531, 1226, 695, 1245)
article-text: 26 δὲ κατὰ τὸ ἀρχόμενον τῷ συσλλον ἔτος 1903—1904. Τῇ βιβλίω ὑφηγητῶν ἐν τῇ γραφείῳ τοῦ Σχολεῖου. Ἀν θεωρηθῇ ταῦτα δὲν μοῦ διδοθέντα, ἀπὸ τοῦ κλινικοῦ βιβλίου τοῦ εὑρισκομένου ἐν τῷ σπουδαστηρίῳ 303, ἐργάζεται τῆς Ἰατρικῆς Σχολῆς. (14, 1343, 252, 1446)
divider (752, 1060, 968, 1061)
divider (1320, 930, 1572, 931)
doctor-name: Κ. ΠΑΥΛΟΥΣΗΣ (755, 976, 965, 1006)
news-columns (992, 237, 1586, 1405)
main-headline: ΤΕΛΕΥΤΑΙΑ ΩΡΑ (1053, 165, 1525, 221)
article-headline: ΜΗ ΒΓΑΖΕΤΕ ΤΑ ΔΟΝΤΙΑ ΣΑΣ (751, 864, 969, 901)
ad-text: Παρ' ἅπασι τοῖς βιβλιοπωλείοις τιμώμενος δρ. 2.75 (281, 1046, 469, 1076)
ad-title: ΕΙΔΟΠΟΙΗΣΙΣ (525, 1083, 701, 1110)
ad-text: ΕΤΟΣ Δ' (588, 471, 638, 485)
ad-text: Τὸ μέγα καὶ ὅλως πρωτότυπον ὑποδηματοποιεῖον τὸ ὑπὸ τὴν ἐπωνυμίαν «Λούβρ», ἐπὶ τῆς ὁδοῦ Σταδίου, ἀρχὴ τοῦ πασιγνωστοῦ μαγαζίου τῆς ἀγορᾶς. (276, 1529, 474, 1604)
doctor-name: Ι. Σ. ΦΑΡΑΝΤΑΤΟΣ (781, 245, 939, 264)
article-text: Ἕνεκα ἀδιαθεσίας τοῦ Πρωθυπουργοῦ κ. Θεοτόκη τὸ ὑπουργικὸν Συμβούλιον, ὅπερ ἐπρόκειτο νὰ συγκροτηθῇ χθὲς ἀνεβλήθη διὰ σήμερον τὴν 4ην μ. μ. ὥραν. Κατ' αὐτὸ ὡς νομίζεται θὰ συζητηθῇ τὸ οἰκονομικὸν ζήτημα, θὰ συνεχισθῇ δὲ ἡ ἐπεξεργασία τοῦ προϋπολογισμοῦ τοῦ 1904 καὶ θὰ ληφθῶσιν ὁριστικαὶ ἀποφάσεις ἐπὶ τῶν διοικητικῶν μεταβολῶν. (992, 298, 1283, 429)
divider (752, 858, 968, 859)
ad-name: Α. ΓΙΑΛΑΗ (330, 1695, 420, 1714)
ad-text: Τὸ ὑποδηματοποιεῖον Κ. ΛΙΝΑΡΗ ἐκποιεῖ ὑποδήματα μὲ ἔκπτωσιν πραγματικὴν 30 οἷο χάριν τῶν ἑορτῶν. (278, 1835, 472, 1895)
list-item: Artistiques (566, 225, 628, 238)
column-4 (738, 164, 982, 2178)
article-headline: ΝΟΣΗΜΑΤΑ ΤΗΣ ΘΡΕΨΕΩΣ (743, 725, 977, 744)
ad-title: ΥΠΟΔΗΜΑΤΩΝ (279, 1809, 471, 1836)
list-item: Historiques (566, 264, 631, 277)
signature: Εὐπειθέστατος Ὁ αἰτῶν Ἀλκ. Παπαπαναγιώτου (80, 1455, 252, 1484)
advertisement (498, 673, 728, 846)
advertisement (498, 1476, 728, 1609)
divider (276, 358, 474, 359)
article-text: Κατὰ τηλεγράφημα πρὸς τὸ ὑπουργεῖον τῶν Ναυτικῶν ὁ «Πέλοψ» τῆς Νέας Ἑταιρίας ἀναχωρήσας ἐκ Πειραιῶς ἐξώκειλεν παρὰ τὴν Μονεμβασίαν. Οὐδεμία ὅμως ἀπώλεια προσώπων ὑπάρχει. (1306, 667, 1586, 741)
article-headline: ΕΞΟΝΤΩΣΙΣ (1056, 1269, 1219, 1299)
ad-title: Οἱ πάσχοντες τοὺς (804, 324, 916, 339)
ad-text: καρουκάκια, κρεβατάκια, καρεκλίτσες καὶ ἐν γένει τὰ ἐπὶ παιδικὰ ἀντικείμενα. (281, 1343, 469, 1388)
